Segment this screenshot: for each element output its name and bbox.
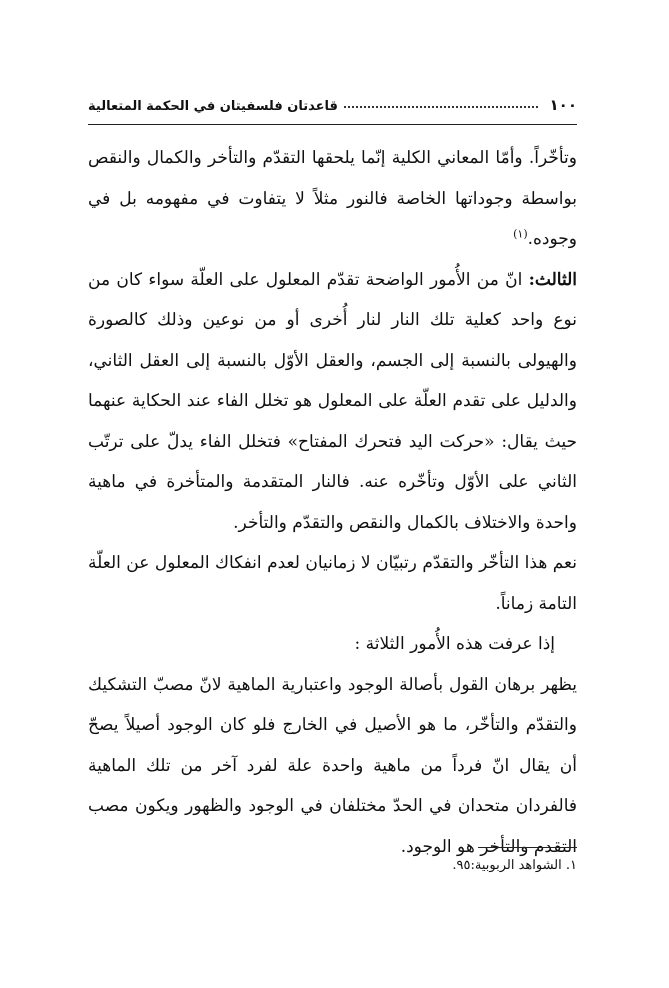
paragraph bbox=[88, 543, 577, 624]
header-rule bbox=[88, 124, 577, 125]
paragraph bbox=[88, 624, 577, 665]
paragraph-text: انّ من الأُمور الواضحة تقدّم المعلول على العلّة سواء كان من نوع واحد كعلية تلك النار لنار أُخرى أو من نوعين وذلك كالصورة والهيولى بالنسبة إلى الجسم، والعقل الأوّل بالنسبة إلى العقل الثاني، والدليل على تقدم العلّة على المعلول هو تخلل الفاء عند الحكاية عنهما حيث يقال: «حركت اليد فتحرك المفتاح» فتخلل الفاء يدلّ على ترتّب الثاني على الأوّل وتأخّره عنه. فالنار المتقدمة والمتأخرة في ماهية واحدة والاختلاف بالكمال والنقص والتقدّم والتأخر. bbox=[88, 269, 577, 533]
footnote-marker: (١) bbox=[513, 227, 528, 241]
paragraph-text: وتأخّراً. وأمّا المعاني الكلية إنّما يلحقها التقدّم والتأخر والكمال والنقص بواسطة وجوداتها الخاصة فالنور مثلاً لا يتفاوت في مفهومه بل في وجوده. bbox=[88, 148, 577, 249]
paragraph-text: نعم هذا التأخّر والتقدّم رتبيّان لا زمانيان لعدم انفكاك المعلول عن العلّة التامة زماناً. bbox=[88, 553, 577, 614]
footnote-rule bbox=[478, 847, 577, 848]
body-text bbox=[88, 138, 577, 867]
page-header bbox=[88, 88, 577, 114]
header-dot-leader bbox=[344, 106, 538, 108]
running-title: قاعدتان فلسفيتان في الحكمة المتعالية bbox=[88, 99, 338, 114]
paragraph-lead: الثالث: bbox=[528, 269, 577, 290]
paragraph bbox=[88, 665, 577, 868]
paragraph bbox=[88, 260, 577, 544]
paragraph-text: يظهر برهان القول بأصالة الوجود واعتبارية الماهية لانّ مصبّ التشكيك والتقدّم والتأخّر، ما هو الأصيل في الخارج فلو كان الوجود أصيلاً يصحّ أن يقال انّ فرداً من ماهية واحدة علة لفرد آخر من تلك الماهية فالفردان متحدان في الحدّ مختلفان في الوجود والظهور ويكون مصب التقدم والتأخر هو الوجود. bbox=[88, 674, 577, 857]
paragraph bbox=[88, 138, 577, 260]
paragraph-text: إذا عرفت هذه الأُمور الثلاثة : bbox=[354, 634, 555, 654]
footnote: ١. الشواهد الربوبية:٩٥. bbox=[452, 858, 577, 873]
page-number: ١٠٠ bbox=[549, 96, 577, 114]
